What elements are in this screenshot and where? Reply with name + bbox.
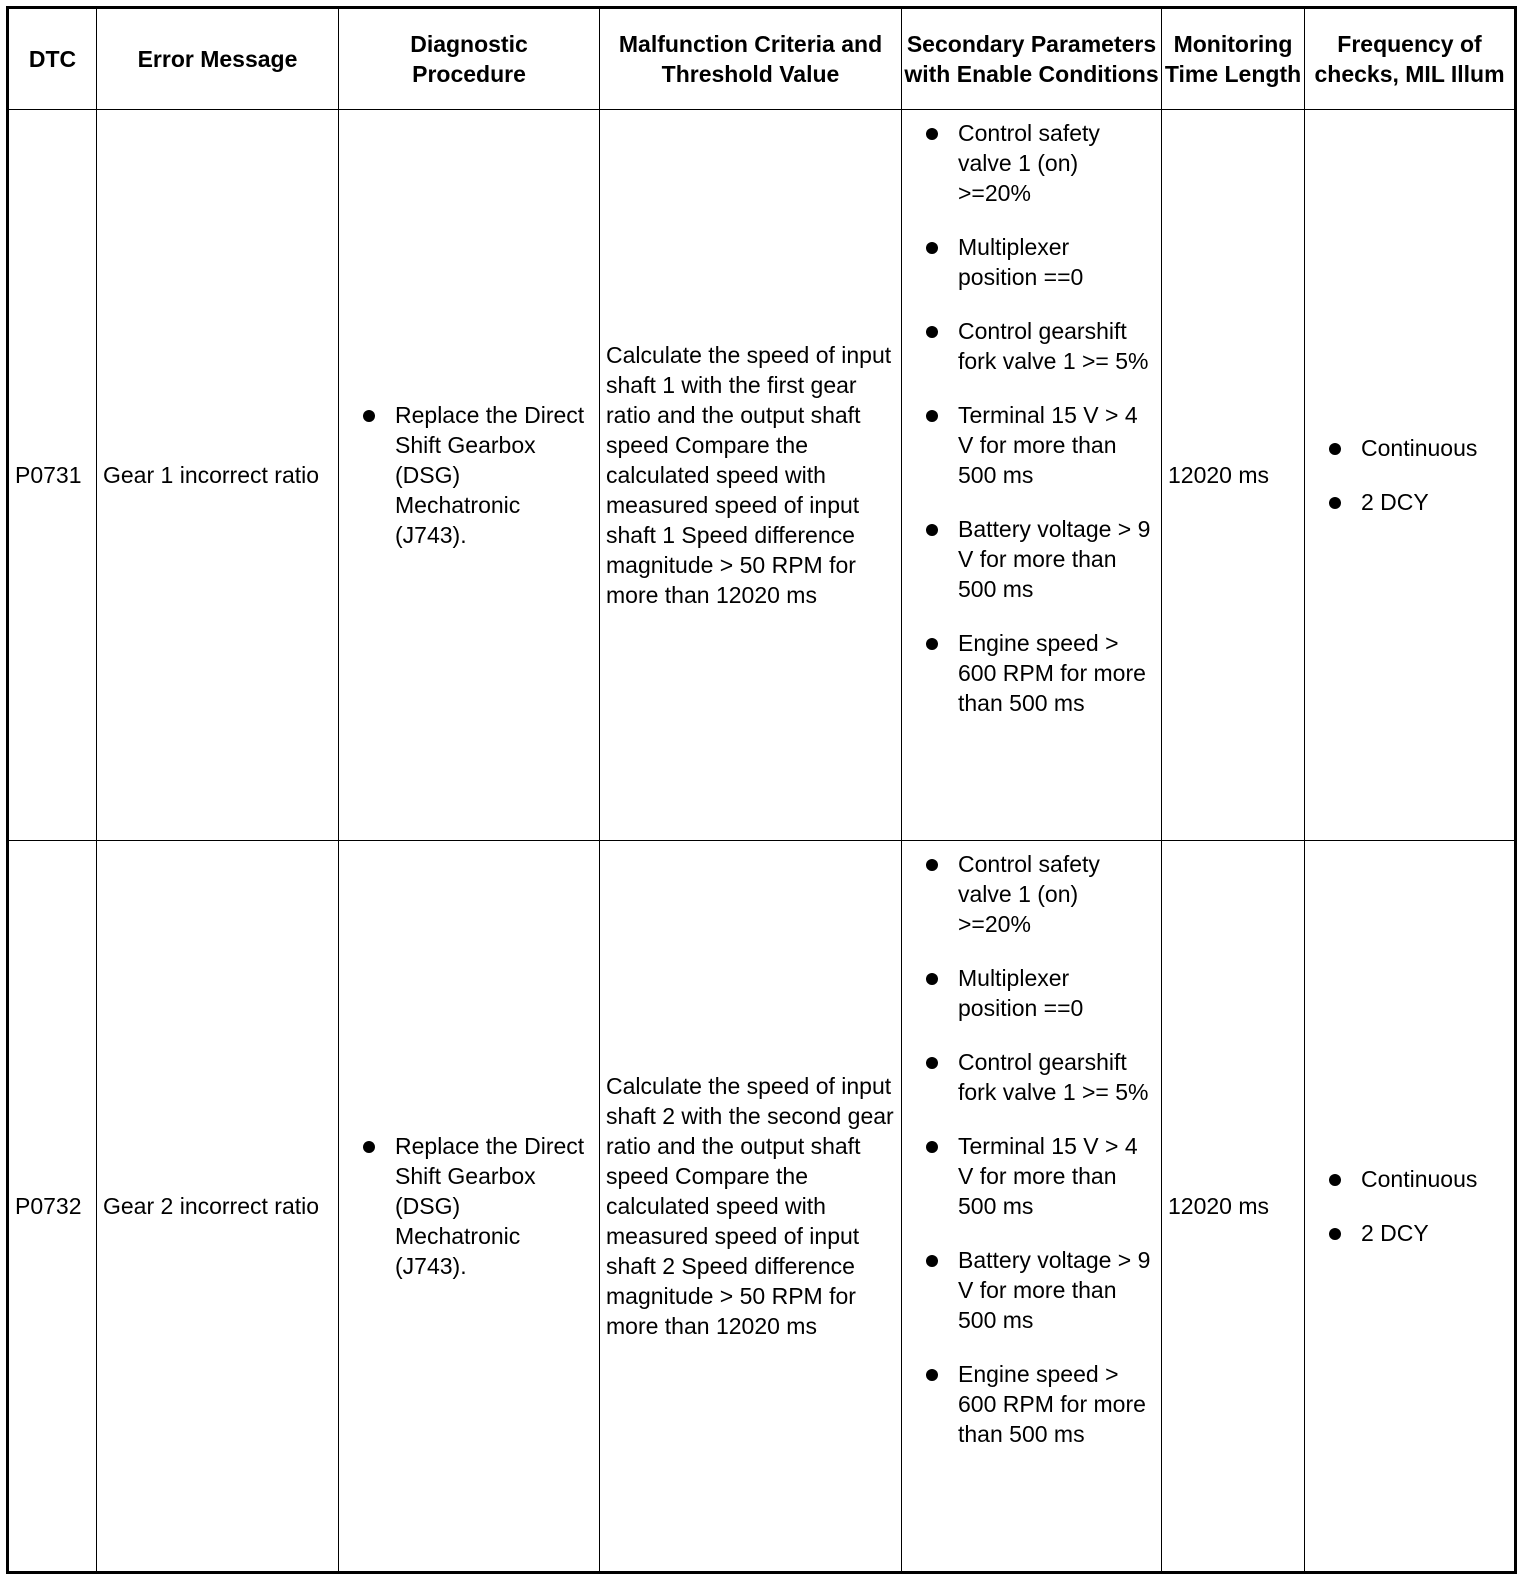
header-row <box>8 8 1516 110</box>
header-diagnostic-procedure: Diagnostic Procedure <box>339 8 600 110</box>
parameter-item: Battery voltage > 9 V for more than 500 ms <box>958 1245 1153 1335</box>
frequency <box>1305 840 1516 1572</box>
parameter-item: Terminal 15 V > 4 V for more than 500 ms <box>958 1131 1153 1221</box>
error-message: Gear 1 incorrect ratio <box>97 110 339 841</box>
parameter-item: Control safety valve 1 (on) >=20% <box>958 118 1153 208</box>
header-malfunction-criteria: Malfunction Criteria and Threshold Value <box>600 8 902 110</box>
parameter-item: Engine speed > 600 RPM for more than 500 ms <box>958 628 1153 718</box>
monitoring-time: 12020 ms <box>1162 110 1305 841</box>
procedure-item: Replace the Direct Shift Gearbox (DSG) Mechatronic (J743). <box>395 1131 589 1281</box>
header-secondary-parameters: Secondary Parameters with Enable Conditions <box>902 8 1162 110</box>
parameter-item: Engine speed > 600 RPM for more than 500 ms <box>958 1359 1153 1449</box>
procedure-item: Replace the Direct Shift Gearbox (DSG) Mechatronic (J743). <box>395 400 589 550</box>
secondary-parameters <box>902 110 1162 841</box>
header-error-message: Error Message <box>97 8 339 110</box>
monitoring-time: 12020 ms <box>1162 840 1305 1572</box>
malfunction-criteria: Calculate the speed of input shaft 1 with the first gear ratio and the output shaft speed Compare the calculated speed with measured speed of input shaft 1 Speed difference magnitude > 50 RPM for more than 12020 ms <box>600 110 902 841</box>
header-monitoring-time: Monitoring Time Length <box>1162 8 1305 110</box>
dtc-code: P0732 <box>8 840 97 1572</box>
frequency-item: Continuous <box>1361 433 1514 463</box>
frequency <box>1305 110 1516 841</box>
header-frequency: Frequency of checks, MIL Illum <box>1305 8 1516 110</box>
table-row <box>8 110 1516 841</box>
dtc-table <box>6 6 1517 1574</box>
parameter-item: Control safety valve 1 (on) >=20% <box>958 849 1153 939</box>
frequency-item: 2 DCY <box>1361 487 1514 517</box>
diagnostic-procedure <box>339 110 600 841</box>
parameter-item: Multiplexer position ==0 <box>958 963 1153 1023</box>
table-row <box>8 840 1516 1572</box>
dtc-code: P0731 <box>8 110 97 841</box>
diagnostic-procedure <box>339 840 600 1572</box>
secondary-parameters <box>902 840 1162 1572</box>
parameter-item: Control gearshift fork valve 1 >= 5% <box>958 1047 1153 1107</box>
error-message: Gear 2 incorrect ratio <box>97 840 339 1572</box>
malfunction-criteria: Calculate the speed of input shaft 2 with the second gear ratio and the output shaft speed Compare the calculated speed with measured speed of input shaft 2 Speed difference magnitude > 50 RPM for more than 12020 ms <box>600 840 902 1572</box>
header-dtc: DTC <box>8 8 97 110</box>
parameter-item: Terminal 15 V > 4 V for more than 500 ms <box>958 400 1153 490</box>
frequency-item: Continuous <box>1361 1164 1514 1194</box>
parameter-item: Battery voltage > 9 V for more than 500 ms <box>958 514 1153 604</box>
parameter-item: Control gearshift fork valve 1 >= 5% <box>958 316 1153 376</box>
parameter-item: Multiplexer position ==0 <box>958 232 1153 292</box>
frequency-item: 2 DCY <box>1361 1218 1514 1248</box>
